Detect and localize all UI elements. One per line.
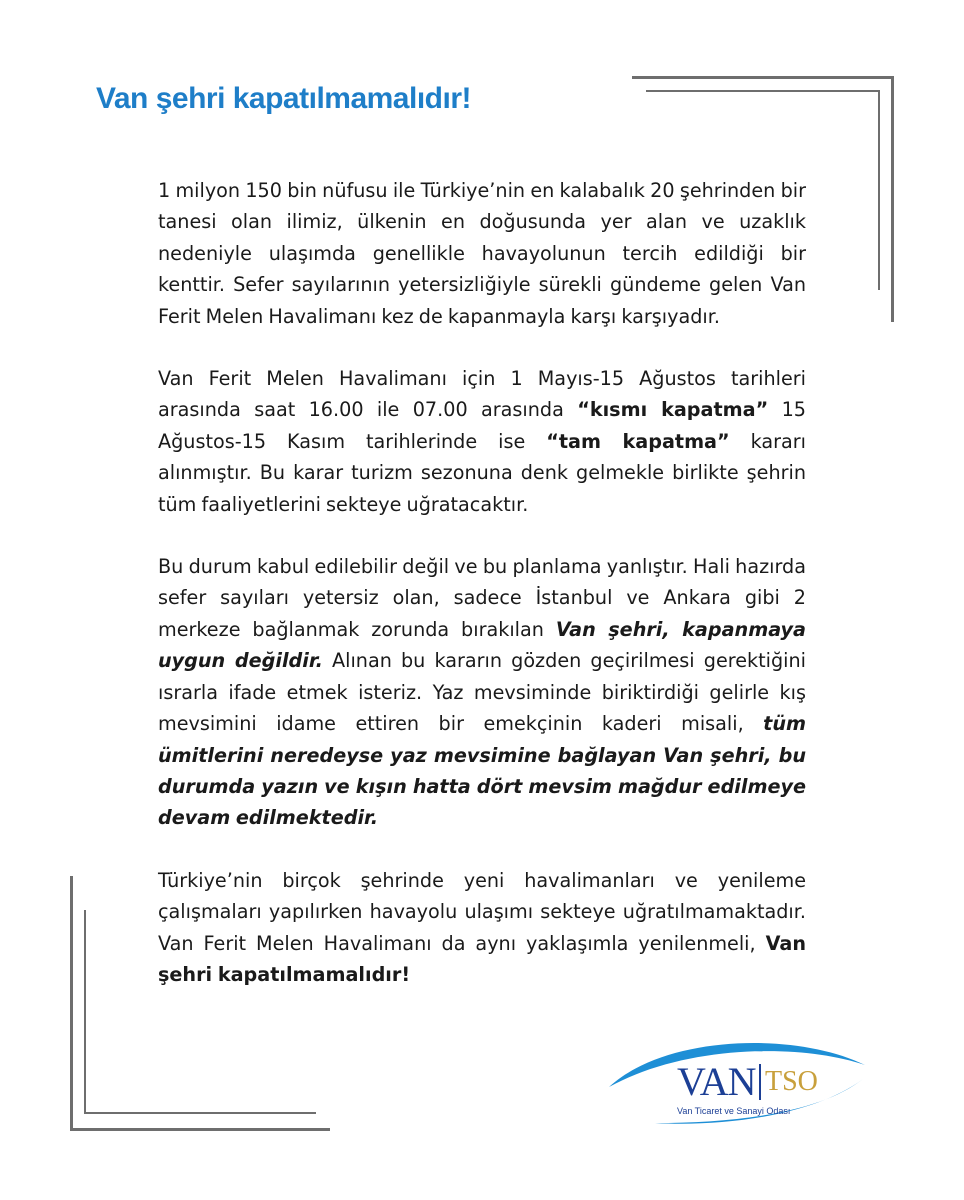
p2-bold-full-closure: “tam kapatma” <box>546 429 730 453</box>
paragraph-3 <box>158 551 806 834</box>
p4-text-1: Türkiye’nin birçok şehrinde yeni havalimanları ve yenileme çalışmaları yapılırken havayolu ulaşımı sekteye uğratılmamaktadır. Van Ferit Melen Havalimanı da aynı yaklaşımla yenilenmeli, <box>158 868 806 955</box>
van-tso-logo <box>605 1035 867 1135</box>
logo-van-text: VAN <box>677 1059 756 1104</box>
p1-text: 1 milyon 150 bin nüfusu ile Türkiye’nin en kalabalık 20 şehrinden bir tanesi olan ilimiz, ülkenin en doğusunda yer alan ve uzaklık nedeniyle ulaşımda genellikle havayolunun tercih edildiği bir kenttir. Sefer sayılarının yetersizliğiyle sürekli gündeme gelen Van Ferit Melen Havalimanı kez de kapanmayla karşı karşıyadır. <box>158 179 806 328</box>
p2-text-2: 15 Ağustos-15 Kasım tarihlerinde ise <box>158 398 806 453</box>
logo-separator <box>759 1064 761 1100</box>
page-title: Van şehri kapatılmamalıdır! <box>96 82 471 115</box>
p3-text-1: Bu durum kabul edilebilir değil ve bu planlama yanlıştır. Hali hazırda sefer sayıları yetersiz olan, sadece İstanbul ve Ankara gibi 2 merkeze bağlanmak zorunda bırakılan <box>158 555 806 641</box>
article-body <box>158 175 806 1021</box>
p2-bold-partial-closure: “kısmı kapatma” <box>577 398 769 422</box>
paragraph-1 <box>158 175 806 332</box>
p3-emphasis-1: Van şehri, kapanmaya uygun değildir. <box>158 617 807 673</box>
logo-tso-text: TSO <box>765 1066 818 1097</box>
p2-text-3: kararı alınmıştır. Bu karar turizm sezonuna denk gelmekle birlikte şehrin tüm faaliyetlerini sekteye uğratacaktır. <box>158 429 806 516</box>
p3-emphasis-2: tüm ümitlerini neredeyse yaz mevsimine bağlayan Van şehri, bu durumda yazın ve kışın hatta dört mevsim mağdur edilmeye devam edilmektedir. <box>158 712 806 830</box>
p2-text-1: Van Ferit Melen Havalimanı için 1 Mayıs-15 Ağustos tarihleri arasında saat 16.00 ile 07.00 arasında <box>158 367 806 422</box>
logo-subtitle: Van Ticaret ve Sanayi Odası <box>677 1106 791 1116</box>
paragraph-2 <box>158 363 806 520</box>
p4-bold-closing: Van şehri kapatılmamalıdır! <box>158 931 806 986</box>
p3-text-2: Alınan bu kararın gözden geçirilmesi gerektiğini ısrarla ifade etmek isteriz. Yaz mevsiminde biriktirdiği gelirle kış mevsimini idame ettiren bir emekçinin kaderi misali, <box>158 649 806 736</box>
paragraph-4 <box>158 865 806 991</box>
